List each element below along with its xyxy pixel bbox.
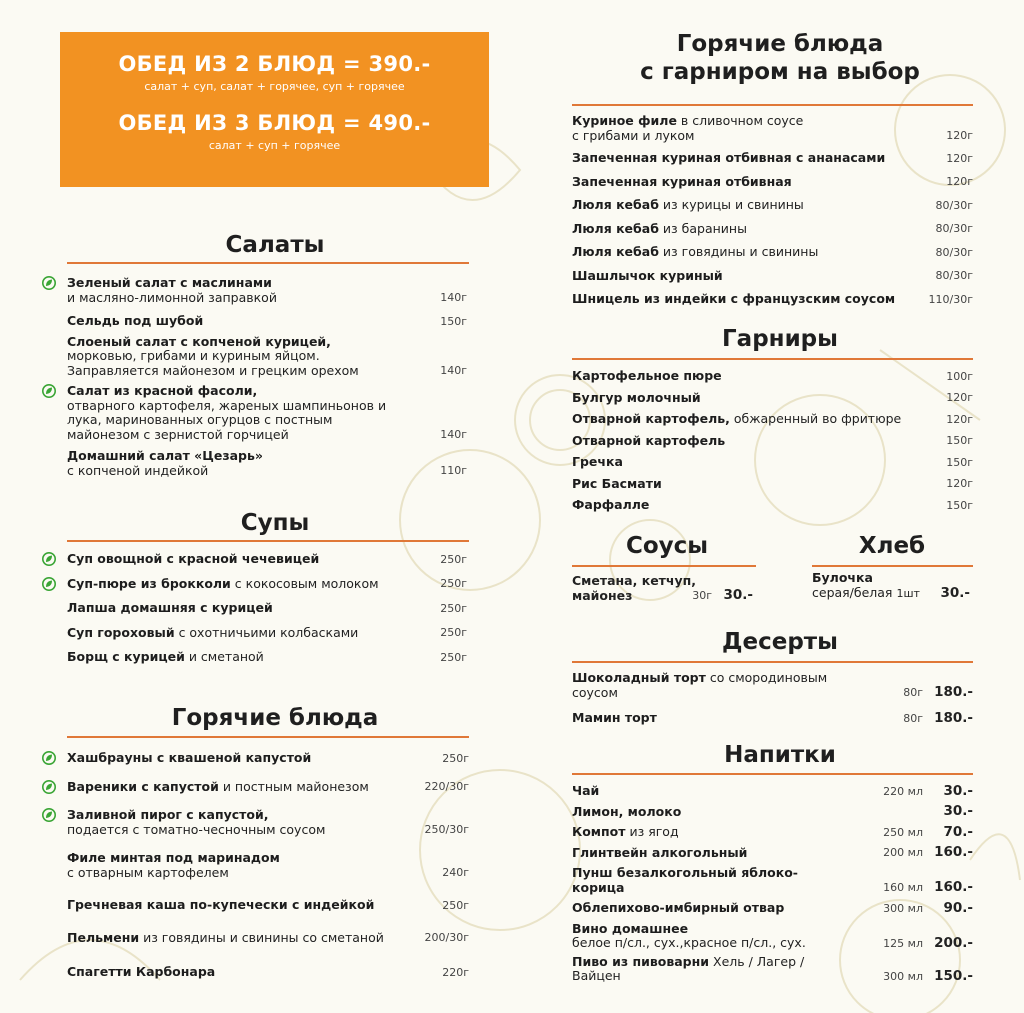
drinks-item	[572, 805, 973, 820]
garnish-item	[572, 498, 973, 513]
hot_side-item-text	[572, 114, 973, 143]
soups-item-text	[67, 577, 467, 592]
garnish-item-text	[572, 498, 973, 513]
garnish-item-text	[572, 434, 973, 449]
soups-list	[67, 552, 467, 665]
drinks-item-price: 90.-	[943, 899, 973, 916]
sauces-block	[572, 573, 756, 603]
hot_side-item-name: Шашлычок куриный	[572, 267, 723, 283]
hot_side-item-sub: с грибами и луком	[572, 127, 695, 143]
hot_side-item-desc: из говядины и свинины	[658, 244, 819, 259]
hot-item-name: Вареники с капустой	[67, 778, 219, 794]
drinks-item-name: Вино домашнее	[572, 920, 689, 936]
salads-item-text	[67, 384, 467, 442]
soups-item-desc: с охотничьими колбасками	[174, 624, 359, 640]
drinks-item-name: Облепихово-имбирный отвар	[572, 900, 785, 915]
hot-side-title: Горячие блюда с гарниром на выбор	[640, 31, 920, 85]
hot-rule	[67, 736, 469, 738]
bread-block	[812, 570, 973, 601]
soups-item-text	[67, 552, 467, 567]
hot-item-name: Хашбрауны с квашеной капустой	[67, 750, 312, 765]
garnish-item	[572, 412, 973, 427]
soups-item-name: Суп гороховый	[67, 624, 175, 640]
salads-item-name: Сельдь под шубой	[67, 313, 204, 328]
drinks-item	[572, 846, 973, 861]
sauces-title: Соусы	[625, 533, 709, 559]
hot-item-text	[67, 808, 469, 837]
hot-item	[67, 931, 469, 946]
drinks-item-name: Чай	[572, 783, 600, 798]
drinks-item-price: 30.-	[943, 803, 973, 819]
drinks-item-weight: 200 мл	[883, 846, 923, 859]
hot-item	[67, 780, 469, 795]
bread-sub: серая/белая	[812, 585, 893, 600]
hot-item-text	[67, 931, 469, 946]
leaf-icon	[42, 552, 56, 566]
soups-item	[67, 626, 467, 641]
drinks-item-weight: 300 мл	[883, 969, 923, 983]
hot-title: Горячие блюда	[171, 705, 379, 731]
hot-item-text	[67, 851, 469, 880]
desserts-list	[572, 671, 973, 726]
garnish-item-name: Картофельное пюре	[572, 368, 722, 383]
promo-3-title: ОБЕД ИЗ 3 БЛЮД = 490.-	[118, 111, 431, 135]
hot_side-item	[572, 175, 973, 190]
garnish-item-weight: 120г	[946, 391, 973, 404]
soups-item-desc: с кокосовым молоком	[230, 575, 379, 591]
garnish-item-text	[572, 391, 973, 406]
hot-item	[67, 851, 469, 880]
garnish-item	[572, 391, 973, 406]
hot-item-desc: из говядины и свинины со сметаной	[139, 929, 384, 945]
garnish-item-text	[572, 455, 973, 470]
soups-item-name: Борщ с курицей	[67, 649, 185, 664]
drinks-item-price: 70.-	[943, 823, 973, 840]
salads-item-sub: морковью, грибами и куриным яйцом. Заправляется майонезом и грецким орехом	[67, 348, 359, 378]
leaf-icon	[42, 577, 56, 591]
hot_side-item	[572, 245, 973, 260]
soups-item	[67, 552, 467, 567]
promo-2-title: ОБЕД ИЗ 2 БЛЮД = 390.-	[118, 52, 431, 76]
hot-item-weight: 220/30г	[424, 780, 469, 793]
hot_side-item-text	[572, 151, 973, 166]
salads-item-weight: 140г	[440, 364, 467, 377]
hot-item	[67, 898, 469, 913]
garnish-item-weight: 100г	[946, 369, 973, 383]
leaf-icon	[42, 780, 56, 794]
soups-item-weight: 250г	[440, 552, 467, 566]
salads-item-text	[67, 335, 467, 379]
drinks-item-price: 150.-	[934, 967, 973, 984]
hot-item-name: Пельмени	[67, 929, 140, 945]
promo-2-subtitle: салат + суп, салат + горячее, суп + горячее	[144, 80, 405, 93]
hot_side-item-weight: 80/30г	[935, 222, 973, 235]
drinks-list	[572, 784, 973, 984]
hot_side-item-text	[572, 269, 973, 284]
drinks-item-name: Пиво из пивоварни	[572, 953, 710, 969]
hot_side-item	[572, 269, 973, 284]
drinks-item	[572, 825, 973, 840]
bread-weight: 1шт	[896, 587, 920, 600]
desserts-item-name: Мамин торт	[572, 710, 657, 725]
soups-item	[67, 650, 467, 665]
hot_side-item	[572, 151, 973, 166]
leaf-icon	[42, 384, 56, 398]
salads-list	[67, 276, 467, 478]
salads-item-sub: и масляно-лимонной заправкой	[67, 289, 277, 305]
desserts-title: Десерты	[722, 629, 838, 655]
bread-name: Булочка	[812, 570, 873, 585]
hot-item-sub: подается с томатно-чесночным соусом	[67, 821, 326, 837]
hot-item-weight: 250г	[442, 751, 469, 765]
sauces-rule	[572, 565, 756, 567]
salads-item-text	[67, 276, 467, 305]
garnish-item-name: Гречка	[572, 454, 623, 469]
drinks-item-weight: 300 мл	[883, 901, 923, 915]
drinks-item-name: Компот	[572, 824, 626, 839]
soups-rule	[67, 540, 469, 542]
hot-list	[67, 751, 469, 980]
drinks-item-name: Лимон, молоко	[572, 803, 682, 819]
hot-item-name: Заливной пирог с капустой,	[67, 807, 269, 822]
bread-price: 30.-	[940, 585, 970, 601]
garnish-item-text	[572, 412, 973, 427]
hot-item-text	[67, 898, 469, 913]
garnish-item	[572, 369, 973, 384]
hot_side-item-weight: 120г	[946, 175, 973, 188]
drinks-item-price: 160.-	[934, 844, 973, 860]
hot_side-item	[572, 114, 973, 143]
drinks-item-name: Пунш безалкогольный яблоко-корица	[572, 865, 798, 895]
drinks-item-weight: 125 мл	[883, 936, 923, 950]
drinks-item	[572, 922, 973, 951]
hot_side-item-weight: 120г	[946, 129, 973, 142]
garnish-item-weight: 120г	[946, 477, 973, 490]
hot-item-text	[67, 780, 469, 795]
salads-item-sub: с копченой индейкой	[67, 462, 209, 478]
salads-item-name: Домашний салат «Цезарь»	[67, 448, 263, 463]
soups-item-desc: и сметаной	[184, 649, 264, 664]
hot_side-item-name: Люля кебаб	[572, 220, 659, 236]
desserts-item	[572, 711, 973, 726]
hot_side-item	[572, 198, 973, 213]
soups-item-weight: 250г	[440, 650, 467, 664]
hot-item-text	[67, 751, 469, 766]
salads-item-name: Салат из красной фасоли,	[67, 383, 258, 398]
soups-item-text	[67, 650, 467, 665]
garnish-item	[572, 477, 973, 492]
garnish-item-weight: 150г	[946, 434, 973, 447]
promo-3-subtitle: салат + суп + горячее	[208, 139, 341, 152]
lunch-promo-box	[60, 32, 489, 187]
hot-side-list	[572, 114, 973, 307]
garnish-title: Гарниры	[722, 326, 838, 352]
sauces-item	[572, 573, 756, 603]
desserts-item-weight: 80г	[903, 686, 923, 699]
salads-item	[67, 276, 467, 305]
salads-item	[67, 384, 467, 442]
hot_side-item-weight: 80/30г	[935, 269, 973, 282]
hot_side-item-text	[572, 198, 973, 213]
soups-item-name: Суп-пюре из брокколи	[67, 575, 231, 591]
drinks-rule	[572, 773, 973, 775]
leaf-icon	[42, 808, 56, 822]
sauces-line2: майонез	[572, 588, 633, 603]
drinks-item	[572, 784, 973, 799]
desserts-rule	[572, 661, 973, 663]
salads-item-text	[67, 314, 467, 329]
salads-title: Салаты	[225, 232, 325, 258]
leaf-icon	[42, 276, 56, 290]
desserts-item-weight: 80г	[903, 711, 923, 725]
leaf-icon	[42, 751, 56, 765]
soups-item-weight: 250г	[440, 626, 467, 639]
drinks-item-price: 200.-	[934, 934, 973, 951]
salads-item-sub: отварного картофеля, жареных шампиньонов и лука, маринованных огурцов с постным майонезом с зернистой горчицей	[67, 397, 387, 442]
hot-item	[67, 751, 469, 766]
hot-item-name: Спагетти Карбонара	[67, 964, 216, 979]
hot-item-desc: и постным майонезом	[218, 778, 369, 794]
drinks-item-weight: 220 мл	[883, 784, 923, 798]
soups-item-name: Лапша домашняя с курицей	[67, 600, 273, 615]
drinks-item-text	[572, 805, 973, 820]
hot_side-item	[572, 292, 973, 307]
hot_side-item-desc: из курицы и свинины	[658, 197, 804, 212]
soups-item-text	[67, 601, 467, 616]
hot-item-text	[67, 965, 469, 980]
hot_side-item-name: Шницель из индейки с французским соусом	[572, 291, 896, 306]
garnish-item	[572, 455, 973, 470]
garnish-item-name: Фарфалле	[572, 497, 650, 512]
garnish-item-name: Булгур молочный	[572, 389, 701, 405]
hot_side-item-name: Люля кебаб	[572, 197, 659, 212]
soups-item-text	[67, 626, 467, 641]
hot-item-weight: 220г	[442, 965, 469, 979]
garnish-item-weight: 120г	[946, 412, 973, 426]
hot_side-item-text	[572, 292, 973, 307]
desserts-item-desc: со смородиновым соусом	[572, 670, 828, 700]
drinks-item	[572, 866, 973, 895]
hot-item	[67, 965, 469, 980]
hot-item-weight: 240г	[442, 866, 469, 879]
sauces-weight: 30г	[692, 589, 712, 602]
drinks-item	[572, 901, 973, 916]
bread-rule	[812, 565, 973, 567]
drinks-item-price: 160.-	[934, 879, 973, 895]
salads-item-weight: 140г	[440, 428, 467, 441]
salads-item	[67, 449, 467, 478]
drinks-item-name: Глинтвейн алкогольный	[572, 844, 748, 860]
salads-item-name: Зеленый салат с маслинами	[67, 275, 272, 290]
hot-item-name: Гречневая каша по-купечески с индейкой	[67, 897, 375, 912]
drinks-item	[572, 955, 973, 984]
drinks-item-weight: 250 мл	[883, 825, 923, 839]
drinks-item-desc: Хель / Лагер / Вайцен	[572, 953, 805, 983]
hot_side-item-desc: из баранины	[658, 220, 747, 236]
garnish-item	[572, 434, 973, 449]
garnish-item-name: Рис Басмати	[572, 475, 662, 491]
soups-item	[67, 601, 467, 616]
hot-item-weight: 200/30г	[424, 931, 469, 944]
desserts-item-price: 180.-	[934, 709, 973, 726]
hot_side-item-name: Запеченная куриная отбивная с ананасами	[572, 150, 886, 165]
hot_side-item-name: Запеченная куриная отбивная	[572, 173, 792, 189]
desserts-item-name: Шоколадный торт	[572, 670, 706, 685]
soups-item	[67, 577, 467, 592]
sauces-price: 30.-	[723, 587, 753, 603]
soups-title: Супы	[240, 510, 310, 536]
hot-item-sub: с отварным картофелем	[67, 864, 229, 880]
garnish-item-name: Отварной картофель,	[572, 411, 730, 426]
garnish-rule	[572, 358, 973, 360]
salads-item-weight: 140г	[440, 291, 467, 304]
salads-rule	[67, 262, 469, 264]
hot_side-item-text	[572, 175, 973, 190]
garnish-item-weight: 150г	[946, 455, 973, 469]
sauces-line1: Сметана, кетчуп,	[572, 573, 697, 588]
hot_side-item	[572, 222, 973, 237]
salads-item-weight: 150г	[440, 314, 467, 328]
hot-side-rule	[572, 104, 973, 106]
salads-item-text	[67, 449, 467, 478]
garnish-item-name: Отварной картофель	[572, 432, 726, 448]
hot-item-weight: 250г	[442, 898, 469, 912]
garnish-item-weight: 150г	[946, 498, 973, 512]
bread-item	[812, 570, 973, 601]
desserts-item-price: 180.-	[934, 684, 973, 700]
hot_side-item-text	[572, 222, 973, 237]
garnish-list	[572, 369, 973, 513]
soups-item-name: Суп овощной с красной чечевицей	[67, 551, 320, 566]
salads-item	[67, 314, 467, 329]
soups-item-weight: 250г	[440, 601, 467, 615]
hot-item-name: Филе минтая под маринадом	[67, 850, 280, 865]
hot_side-item-weight: 80/30г	[935, 198, 973, 212]
hot_side-item-desc: в сливочном соусе	[676, 113, 804, 128]
garnish-item-desc: обжаренный во фритюре	[729, 411, 902, 426]
hot_side-item-weight: 80/30г	[935, 245, 973, 259]
hot-item	[67, 808, 469, 837]
garnish-item-text	[572, 477, 973, 492]
hot_side-item-weight: 120г	[946, 151, 973, 165]
salads-item	[67, 335, 467, 379]
drinks-item-desc: из ягод	[625, 824, 679, 839]
soups-item-weight: 250г	[440, 577, 467, 590]
drinks-title: Напитки	[724, 742, 836, 768]
drinks-item-weight: 160 мл	[883, 881, 923, 894]
hot-item-weight: 250/30г	[424, 823, 469, 836]
salads-item-weight: 110г	[440, 464, 467, 477]
drinks-item-sub: белое п/сл., сух.,красное п/сл., сух.	[572, 935, 806, 950]
salads-item-name: Слоеный салат с копченой курицей,	[67, 333, 331, 349]
bread-title: Хлеб	[858, 533, 926, 559]
hot_side-item-weight: 110/30г	[928, 292, 973, 306]
hot_side-item-name: Люля кебаб	[572, 244, 659, 259]
drinks-item-price: 30.-	[943, 782, 973, 799]
hot_side-item-name: Куриное филе	[572, 113, 677, 128]
desserts-item	[572, 671, 973, 700]
hot_side-item-text	[572, 245, 973, 260]
garnish-item-text	[572, 369, 973, 384]
